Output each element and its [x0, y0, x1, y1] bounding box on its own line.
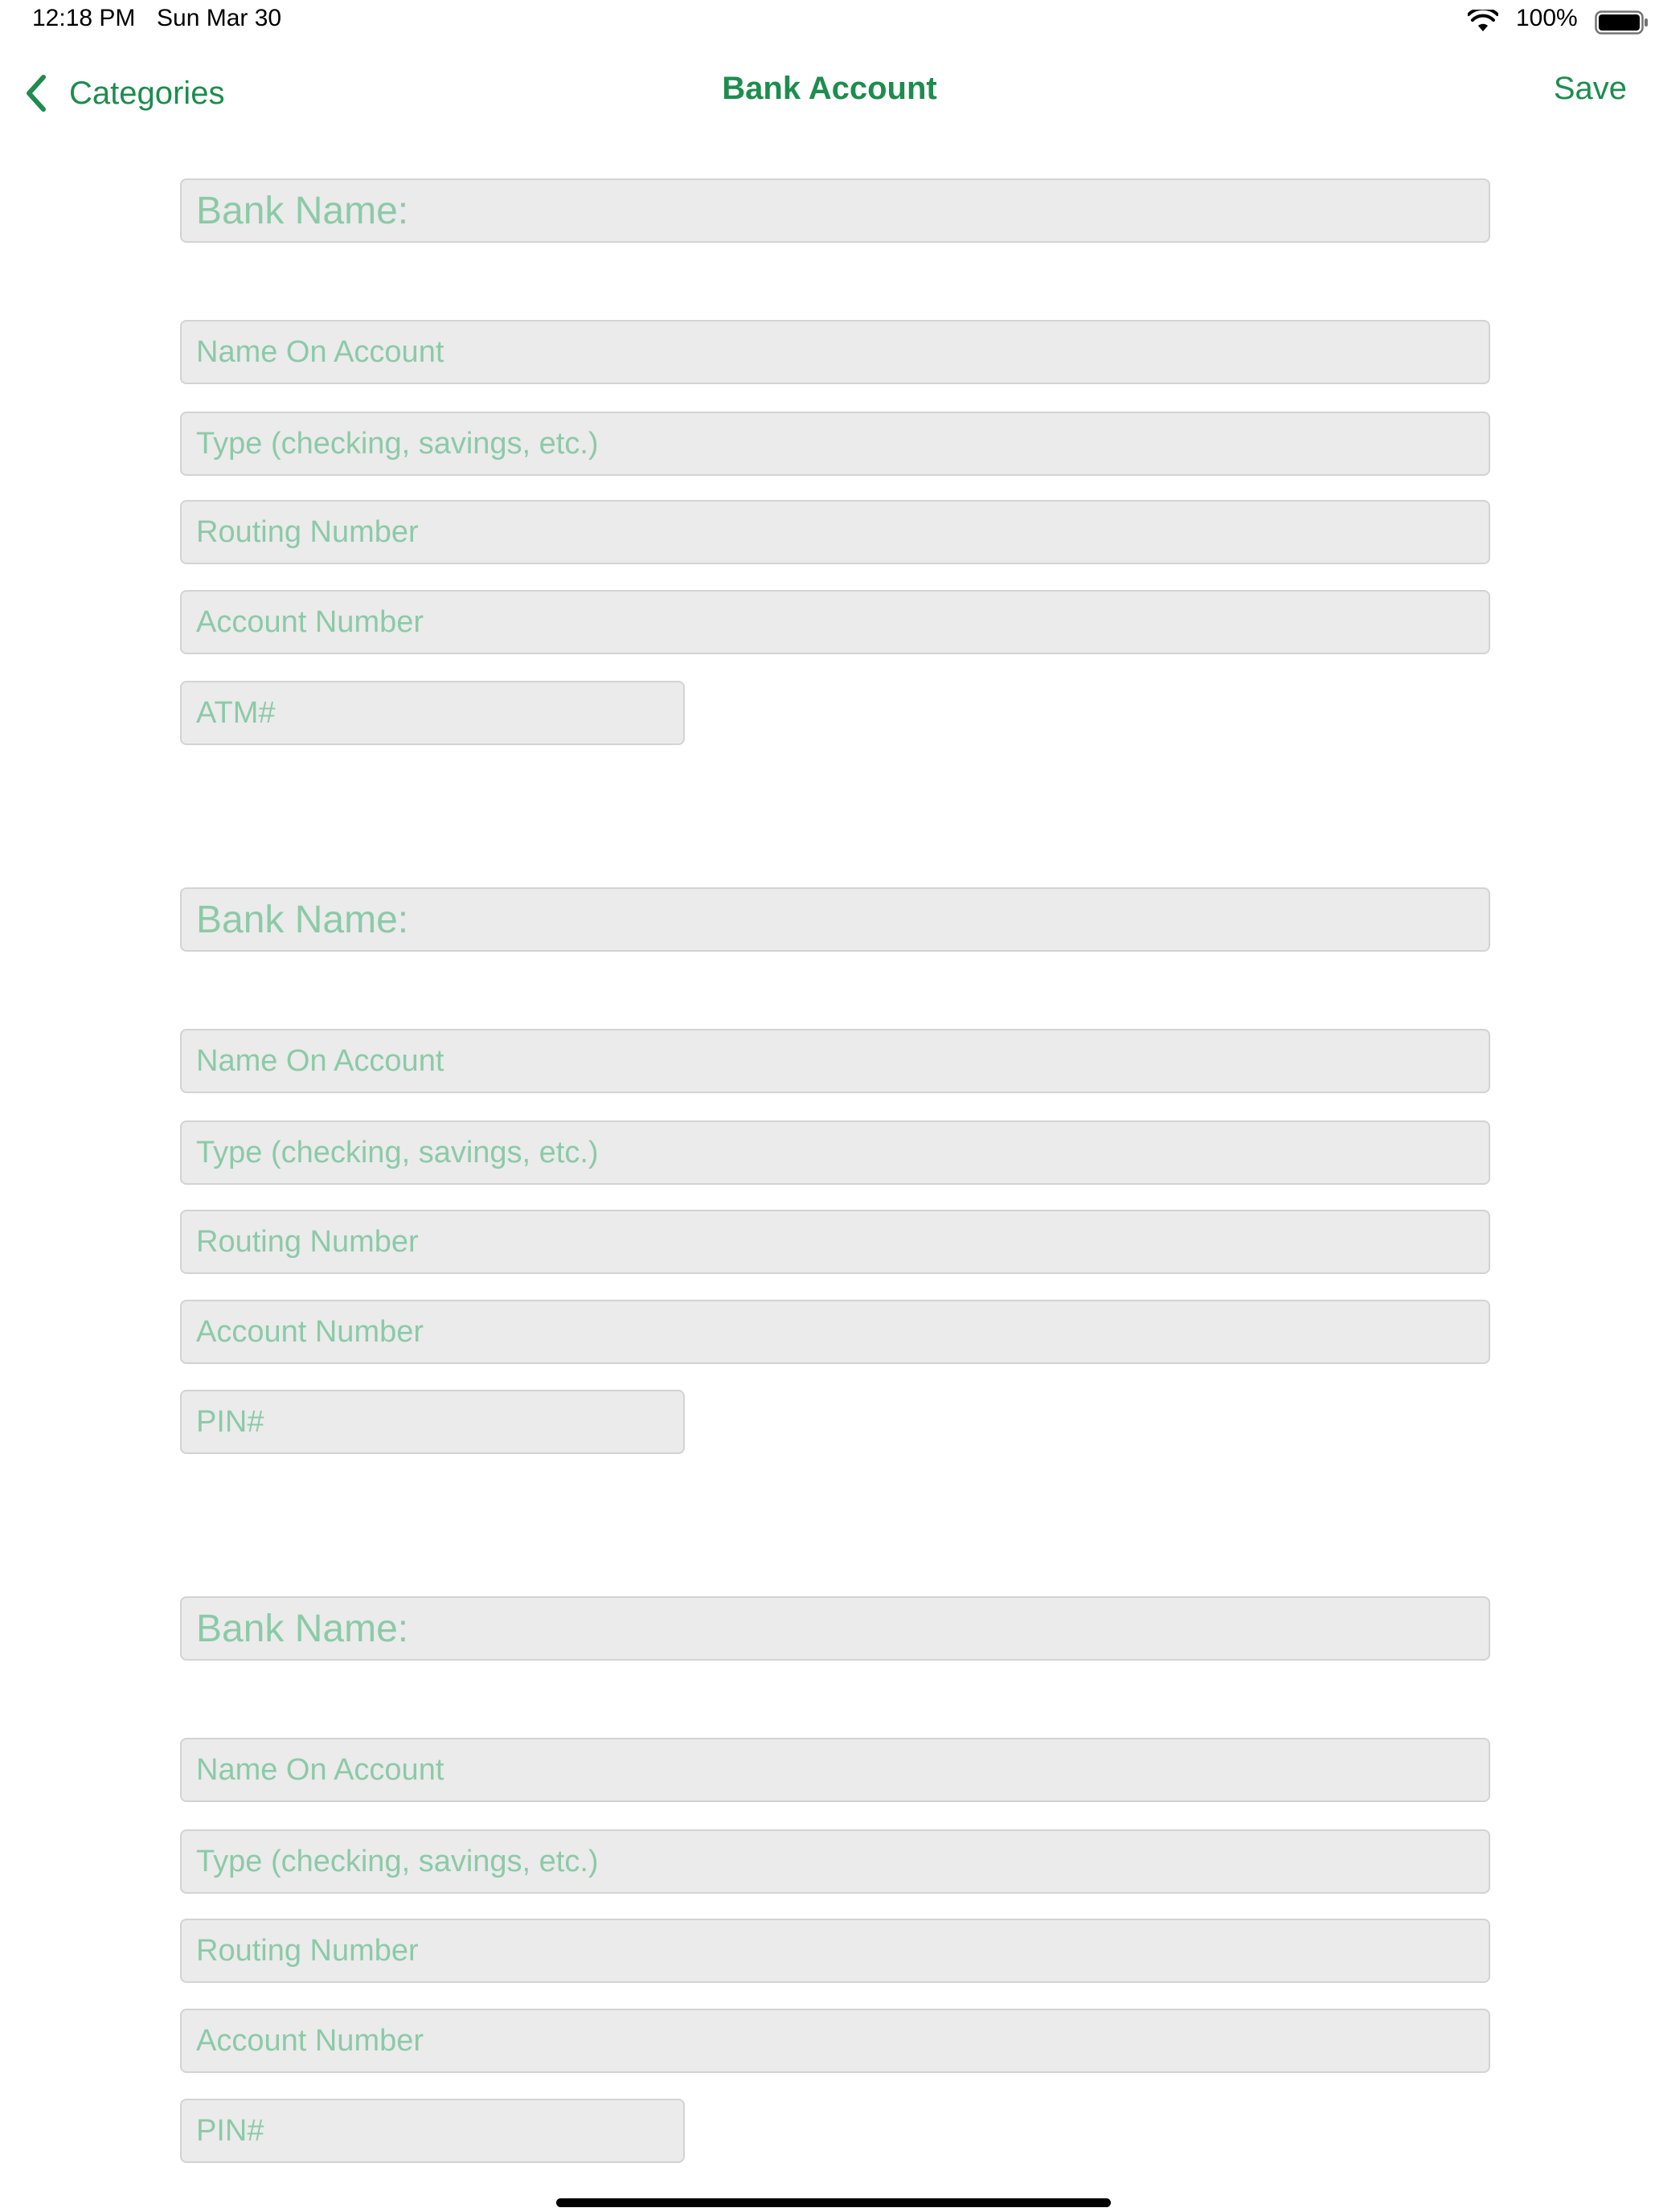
account-number-input[interactable]: [180, 2009, 1490, 2073]
bank-name-input[interactable]: [180, 1596, 1490, 1661]
status-date: Sun Mar 30: [157, 5, 282, 31]
account-type-input[interactable]: [180, 1120, 1490, 1185]
battery-percent: 100%: [1516, 5, 1578, 31]
page-title: Bank Account: [722, 71, 937, 106]
routing-number-input[interactable]: [180, 500, 1490, 564]
name-on-account-input[interactable]: [180, 1029, 1490, 1093]
name-on-account-input[interactable]: [180, 320, 1490, 384]
account-type-input[interactable]: [180, 1829, 1490, 1894]
account-type-input[interactable]: [180, 412, 1490, 476]
status-time: 12:18 PM: [32, 5, 136, 31]
pin-number-input[interactable]: [180, 2099, 685, 2163]
bank-name-input[interactable]: [180, 178, 1490, 243]
routing-number-input[interactable]: [180, 1210, 1490, 1274]
home-indicator[interactable]: [556, 2198, 1111, 2207]
account-number-input[interactable]: [180, 590, 1490, 654]
atm-number-input[interactable]: [180, 681, 685, 745]
save-button[interactable]: Save: [1553, 71, 1627, 106]
back-button-label: Categories: [69, 75, 225, 111]
account-number-input[interactable]: [180, 1300, 1490, 1364]
name-on-account-input[interactable]: [180, 1738, 1490, 1802]
bank-name-input[interactable]: [180, 887, 1490, 952]
battery-icon: [1595, 10, 1649, 35]
routing-number-input[interactable]: [180, 1919, 1490, 1983]
pin-number-input[interactable]: [180, 1390, 685, 1454]
wifi-icon: [1468, 10, 1498, 32]
